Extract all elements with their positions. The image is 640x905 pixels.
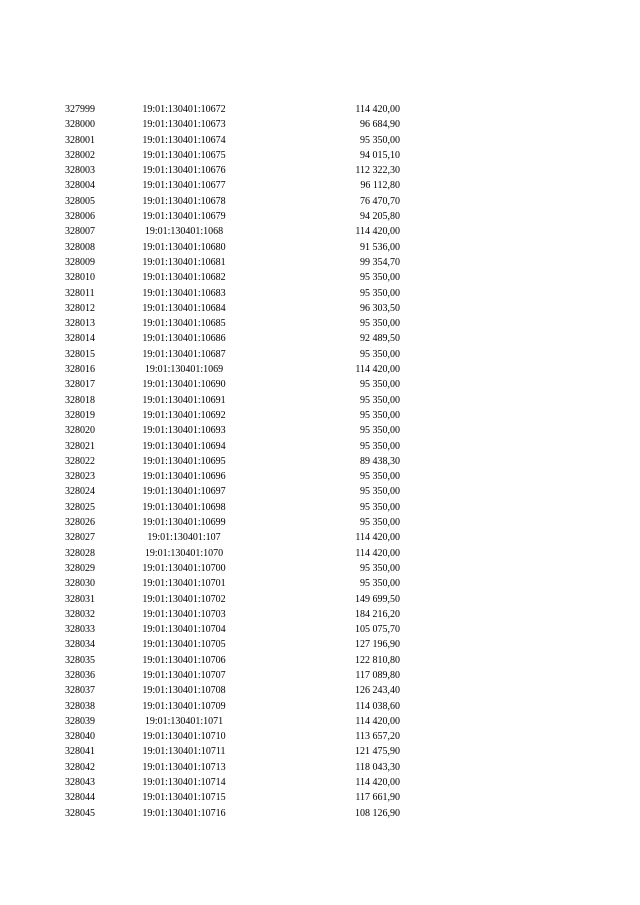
cadastral-number: 19:01:130401:107 [147, 532, 221, 544]
amount-value: 114 038,60 [355, 700, 400, 712]
amount-value: 89 438,30 [360, 455, 400, 467]
table-row [0, 653, 640, 668]
amount-value: 95 350,00 [360, 409, 400, 421]
cadastral-number: 19:01:130401:10673 [142, 119, 226, 131]
cadastral-number: 19:01:130401:10693 [142, 425, 226, 437]
cadastral-number: 19:01:130401:10698 [142, 501, 226, 513]
cadastral-number: 19:01:130401:10702 [142, 593, 226, 605]
amount-value: 95 350,00 [360, 348, 400, 360]
row-id: 328017 [65, 379, 95, 391]
table-row [0, 224, 640, 239]
amount-value: 96 303,50 [360, 302, 400, 314]
cadastral-number: 19:01:130401:10701 [142, 578, 226, 590]
row-id: 328009 [65, 256, 95, 268]
table-row [0, 454, 640, 469]
cadastral-number: 19:01:130401:10707 [142, 669, 226, 681]
table-row [0, 377, 640, 392]
amount-value: 114 420,00 [355, 532, 400, 544]
cadastral-number: 19:01:130401:10675 [142, 149, 226, 161]
amount-value: 117 661,90 [355, 792, 400, 804]
cadastral-number: 19:01:130401:10697 [142, 486, 226, 498]
cadastral-number: 19:01:130401:10695 [142, 455, 226, 467]
cadastral-number: 19:01:130401:10690 [142, 379, 226, 391]
amount-value: 114 420,00 [355, 547, 400, 559]
table-row [0, 760, 640, 775]
table-row [0, 347, 640, 362]
table-row [0, 622, 640, 637]
table-row [0, 714, 640, 729]
table-row [0, 423, 640, 438]
cadastral-number: 19:01:130401:10699 [142, 517, 226, 529]
row-id: 328013 [65, 318, 95, 330]
cadastral-number: 19:01:130401:10708 [142, 685, 226, 697]
table-row [0, 515, 640, 530]
cadastral-number: 19:01:130401:10694 [142, 440, 226, 452]
cadastral-number: 19:01:130401:10700 [142, 562, 226, 574]
table-row [0, 561, 640, 576]
table-row [0, 668, 640, 683]
table-row [0, 209, 640, 224]
data-table [0, 102, 640, 821]
cadastral-number: 19:01:130401:10709 [142, 700, 226, 712]
table-row [0, 699, 640, 714]
amount-value: 94 205,80 [360, 211, 400, 223]
amount-value: 108 126,90 [355, 807, 400, 819]
amount-value: 95 350,00 [360, 394, 400, 406]
amount-value: 149 699,50 [355, 593, 400, 605]
amount-value: 76 470,70 [360, 195, 400, 207]
row-id: 328038 [65, 700, 95, 712]
table-row [0, 117, 640, 132]
amount-value: 95 350,00 [360, 471, 400, 483]
amount-value: 96 112,80 [360, 180, 400, 192]
table-row [0, 163, 640, 178]
cadastral-number: 19:01:130401:10706 [142, 654, 226, 666]
cadastral-number: 19:01:130401:10713 [142, 761, 226, 773]
amount-value: 113 657,20 [355, 731, 400, 743]
cadastral-number: 19:01:130401:1069 [144, 364, 224, 376]
table-row [0, 102, 640, 117]
row-id: 328033 [65, 624, 95, 636]
table-row [0, 178, 640, 193]
row-id: 328007 [65, 226, 95, 238]
row-id: 328011 [65, 287, 95, 299]
table-row [0, 500, 640, 515]
amount-value: 95 350,00 [360, 440, 400, 452]
table-row [0, 592, 640, 607]
cadastral-number: 19:01:130401:10715 [142, 792, 226, 804]
row-id: 328037 [65, 685, 95, 697]
table-row [0, 744, 640, 759]
row-id: 328004 [65, 180, 95, 192]
amount-value: 95 350,00 [360, 501, 400, 513]
row-id: 328036 [65, 669, 95, 681]
cadastral-number: 19:01:130401:10703 [142, 608, 226, 620]
amount-value: 95 350,00 [360, 562, 400, 574]
amount-value: 126 243,40 [355, 685, 400, 697]
table-row [0, 255, 640, 270]
table-row [0, 148, 640, 163]
table-row [0, 729, 640, 744]
amount-value: 114 420,00 [355, 777, 400, 789]
cadastral-number: 19:01:130401:10682 [142, 272, 226, 284]
cadastral-number: 19:01:130401:10679 [142, 211, 226, 223]
amount-value: 95 350,00 [360, 517, 400, 529]
row-id: 328008 [65, 241, 95, 253]
amount-value: 114 420,00 [355, 104, 400, 115]
table-row [0, 362, 640, 377]
row-id: 328028 [65, 547, 95, 559]
cadastral-number: 19:01:130401:1068 [144, 226, 224, 238]
cadastral-number: 19:01:130401:1071 [144, 715, 224, 727]
amount-value: 95 350,00 [360, 134, 400, 146]
amount-value: 95 350,00 [360, 379, 400, 391]
amount-value: 95 350,00 [360, 578, 400, 590]
row-id: 328025 [65, 501, 95, 513]
cadastral-number: 19:01:130401:10696 [142, 471, 226, 483]
cadastral-number: 19:01:130401:10704 [142, 624, 226, 636]
table-row [0, 133, 640, 148]
row-id: 328015 [65, 348, 95, 360]
amount-value: 114 420,00 [355, 364, 400, 376]
row-id: 328030 [65, 578, 95, 590]
cadastral-number: 19:01:130401:10714 [142, 777, 226, 789]
table-row [0, 331, 640, 346]
table-row [0, 546, 640, 561]
table-row [0, 576, 640, 591]
amount-value: 92 489,50 [360, 333, 400, 345]
table-row [0, 683, 640, 698]
table-row [0, 775, 640, 790]
table-row [0, 301, 640, 316]
table-row [0, 408, 640, 423]
row-id: 328014 [65, 333, 95, 345]
amount-value: 118 043,30 [355, 761, 400, 773]
amount-value: 95 350,00 [360, 425, 400, 437]
row-id: 328010 [65, 272, 95, 284]
cadastral-number: 19:01:130401:10674 [142, 134, 226, 146]
cadastral-number: 19:01:130401:10677 [142, 180, 226, 192]
row-id: 328005 [65, 195, 95, 207]
cadastral-number: 19:01:130401:10676 [142, 165, 226, 177]
table-row [0, 316, 640, 331]
amount-value: 95 350,00 [360, 318, 400, 330]
row-id: 328018 [65, 394, 95, 406]
cadastral-number: 19:01:130401:10692 [142, 409, 226, 421]
cadastral-number: 19:01:130401:10710 [142, 731, 226, 743]
amount-value: 91 536,00 [360, 241, 400, 253]
cadastral-number: 19:01:130401:10685 [142, 318, 226, 330]
table-row [0, 530, 640, 545]
row-id: 328029 [65, 562, 95, 574]
table-row [0, 607, 640, 622]
row-id: 328022 [65, 455, 95, 467]
row-id: 328027 [65, 532, 95, 544]
row-id: 328026 [65, 517, 95, 529]
amount-value: 117 089,80 [355, 669, 400, 681]
row-id: 328023 [65, 471, 95, 483]
cadastral-number: 19:01:130401:10691 [142, 394, 226, 406]
amount-value: 95 350,00 [360, 486, 400, 498]
cadastral-number: 19:01:130401:10705 [142, 639, 226, 651]
table-row [0, 194, 640, 209]
row-id: 328040 [65, 731, 95, 743]
row-id: 328034 [65, 639, 95, 651]
amount-value: 94 015,10 [360, 149, 400, 161]
cadastral-number: 19:01:130401:10672 [142, 104, 226, 115]
table-row [0, 637, 640, 652]
table-row [0, 790, 640, 805]
cadastral-number: 19:01:130401:10711 [142, 746, 226, 758]
row-id: 328012 [65, 302, 95, 314]
row-id: 328045 [65, 807, 95, 819]
cadastral-number: 19:01:130401:10686 [142, 333, 226, 345]
amount-value: 105 075,70 [355, 624, 400, 636]
row-id: 328001 [65, 134, 95, 146]
row-id: 328002 [65, 149, 95, 161]
table-row [0, 806, 640, 821]
amount-value: 114 420,00 [355, 226, 400, 238]
amount-value: 184 216,20 [355, 608, 400, 620]
cadastral-number: 19:01:130401:10681 [142, 256, 226, 268]
cadastral-number: 19:01:130401:1070 [144, 547, 224, 559]
row-id: 328021 [65, 440, 95, 452]
row-id: 328024 [65, 486, 95, 498]
amount-value: 99 354,70 [360, 256, 400, 268]
amount-value: 122 810,80 [355, 654, 400, 666]
amount-value: 96 684,90 [360, 119, 400, 131]
row-id: 328041 [65, 746, 95, 758]
row-id: 328039 [65, 715, 95, 727]
amount-value: 121 475,90 [355, 746, 400, 758]
table-row [0, 393, 640, 408]
amount-value: 127 196,90 [355, 639, 400, 651]
row-id: 328016 [65, 364, 95, 376]
table-row [0, 286, 640, 301]
cadastral-number: 19:01:130401:10680 [142, 241, 226, 253]
cadastral-number: 19:01:130401:10687 [142, 348, 226, 360]
table-row [0, 240, 640, 255]
row-id: 328035 [65, 654, 95, 666]
cadastral-number: 19:01:130401:10678 [142, 195, 226, 207]
amount-value: 95 350,00 [360, 272, 400, 284]
row-id: 328043 [65, 777, 95, 789]
table-row [0, 439, 640, 454]
amount-value: 112 322,30 [355, 165, 400, 177]
row-id: 328000 [65, 119, 95, 131]
cadastral-number: 19:01:130401:10683 [142, 287, 226, 299]
amount-value: 95 350,00 [360, 287, 400, 299]
row-id: 327999 [65, 104, 95, 115]
row-id: 328020 [65, 425, 95, 437]
table-row [0, 270, 640, 285]
row-id: 328019 [65, 409, 95, 421]
cadastral-number: 19:01:130401:10716 [142, 807, 226, 819]
row-id: 328044 [65, 792, 95, 804]
row-id: 328006 [65, 211, 95, 223]
row-id: 328042 [65, 761, 95, 773]
cadastral-number: 19:01:130401:10684 [142, 302, 226, 314]
table-row [0, 469, 640, 484]
row-id: 328031 [65, 593, 95, 605]
row-id: 328003 [65, 165, 95, 177]
row-id: 328032 [65, 608, 95, 620]
table-row [0, 484, 640, 499]
amount-value: 114 420,00 [355, 715, 400, 727]
